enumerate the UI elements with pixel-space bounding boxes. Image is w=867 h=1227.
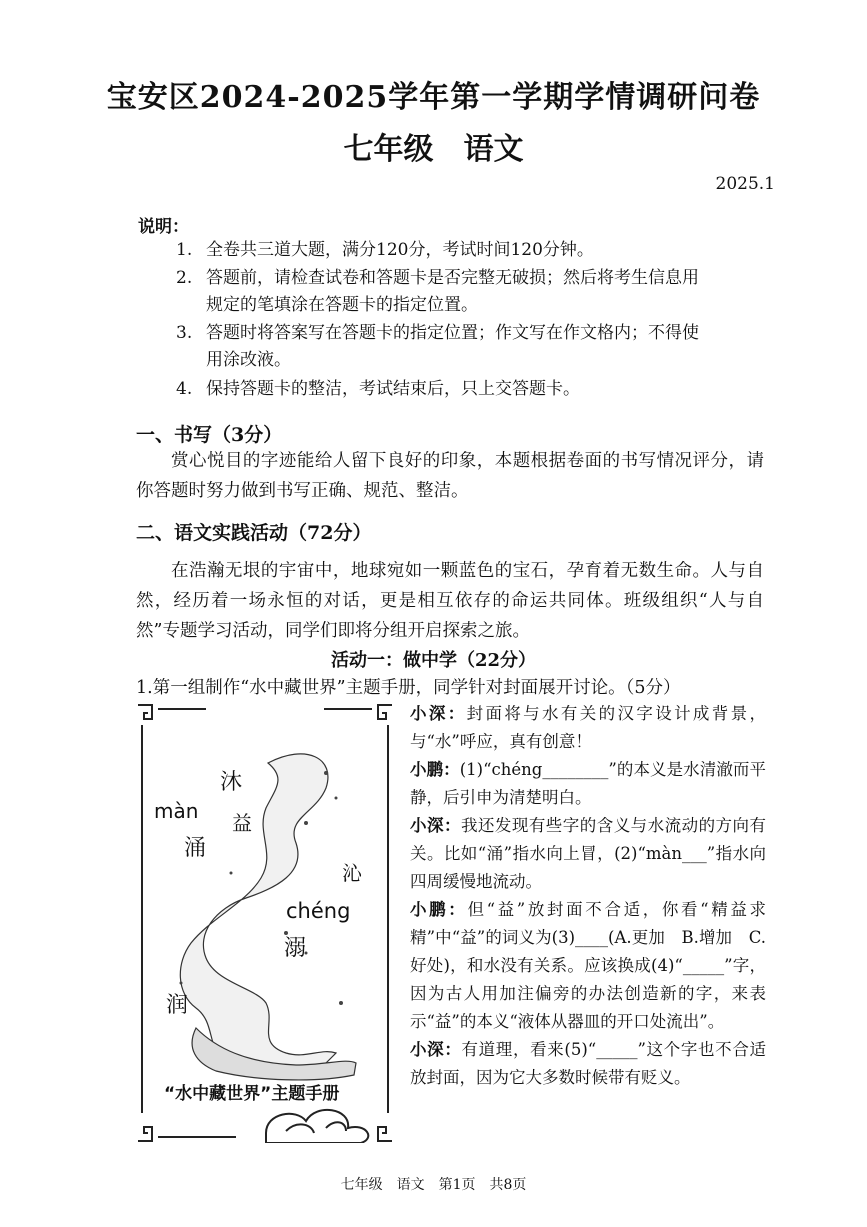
activity1-title: 活动一：做中学（22分） — [330, 650, 537, 671]
pinyin-cheng: chéng — [286, 899, 351, 923]
char-yong: 涌 — [184, 836, 207, 861]
note-item: 1. 全卷共三道大题，满分120分，考试时间120分钟。 — [176, 240, 594, 260]
dialog-line: 小鹏：但“益”放封面不合适，你看“精益求精”中“益”的词义为(3)____(A.更加 B.增加 C.好处)，和水没有关系。应该换成(4)“_____”字，因为古人用加注偏旁的办法创造新的字，来表示“益”的本义“液体从器皿的开口处流出”。 — [410, 900, 767, 1031]
pinyin-man: màn — [154, 799, 199, 823]
page-footer: 七年级 语文 第1页 共8页 — [340, 1177, 527, 1193]
dialog-line: 小深：封面将与水有关的汉字设计成背景，与“水”呼应，真有创意！ — [410, 704, 767, 751]
cover-illustration — [136, 703, 394, 1143]
note-item: 4. 保持答题卡的整洁，考试结束后，只上交答题卡。 — [176, 379, 580, 399]
section1-heading: 一、书写（3分） — [136, 424, 283, 446]
illustration-caption: “水中藏世界”主题手册 — [164, 1084, 340, 1104]
section2-text: 在浩瀚无垠的宇宙中，地球宛如一颗蓝色的宝石，孕育着无数生命。人与自然，经历着一场永恒的对话，更是相互依存的命运共同体。班级组织“人与自然”专题学习活动，同学们即将分组开启探索之旅。 — [136, 561, 764, 641]
note-item: 3. 答题时将答案写在答题卡的指定位置；作文写在作文格内；不得使 用涂改液。 — [176, 323, 699, 370]
dialog-line: 小深：我还发现有些字的含义与水流动的方向有关。比如“涌”指水向上冒，(2)“màn___”指水向四周缓慢地流动。 — [410, 816, 767, 891]
dialog-block — [410, 700, 766, 1092]
char-run: 润 — [166, 993, 189, 1018]
note-item: 2. 答题前，请检查试卷和答题卡是否完整无破损；然后将考生信息用 规定的笔填涂在答题卡的指定位置。 — [176, 268, 699, 315]
exam-title: 宝安区2024-2025学年第一学期学情调研问卷 — [106, 80, 761, 115]
dialog-line: 小深：有道理，看来(5)“_____”这个字也不合适放封面，因为它大多数时候带有贬义。 — [410, 1040, 766, 1087]
char-ni: 溺 — [284, 936, 307, 961]
char-qin: 沁 — [342, 861, 362, 885]
dialog-line: 小鹏：(1)“chéng________”的本义是水清澈而平静，后引申为清楚明白。 — [410, 760, 766, 807]
section1-text: 赏心悦目的字迹能给人留下良好的印象，本题根据卷面的书写情况评分，请你答题时努力做到书写正确、规范、整洁。 — [136, 451, 764, 501]
exam-date: 2025.1 — [715, 174, 775, 194]
question-1: 1.第一组制作“水中藏世界”主题手册，同学针对封面展开讨论。（5分） — [136, 678, 681, 698]
section2-heading: 二、语文实践活动（72分） — [136, 522, 372, 544]
notes-label: 说明： — [138, 217, 189, 237]
char-mu: 沐 — [220, 770, 243, 795]
exam-subtitle: 七年级 语文 — [343, 132, 524, 167]
illustration-frame — [136, 703, 394, 1143]
char-yi: 益 — [232, 811, 252, 835]
